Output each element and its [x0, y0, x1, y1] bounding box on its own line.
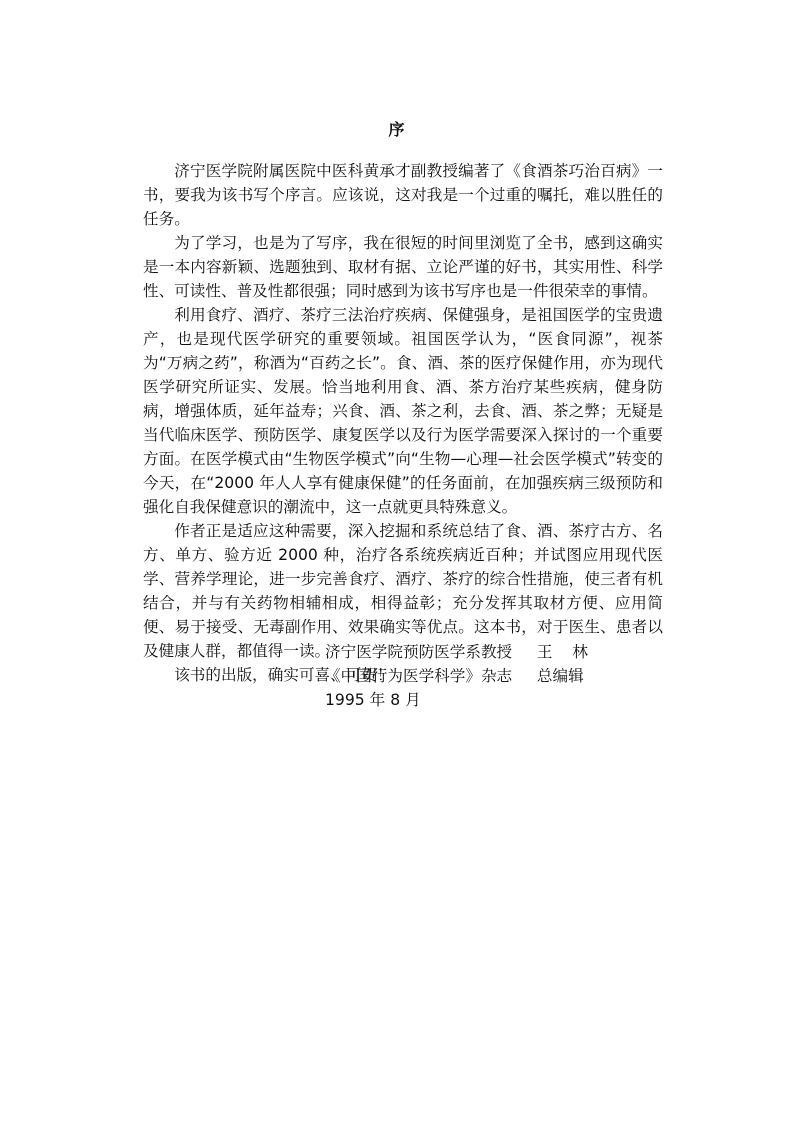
- paragraph-1: 济宁医学院附属医院中医科黄承才副教授编著了《食酒茶巧治百病》一书，要我为该书写个序言。应该说，这对我是一个过重的嘱托，难以胜任的任务。: [143, 162, 663, 228]
- paragraph-4: 作者正是适应这种需要，深入挖掘和系统总结了食、酒、茶疗古方、名方、单方、验方近 2000 种，治疗各系统疾病近百种；并试图应用现代医学、营养学理论，进一步完善食疗、酒疗、茶疗的综合性措施，使三者有机结合，并与有关药物相辅相成，相得益彰；充分发挥其取材方便、应用简便、易于接受、无毒副作用、效果确实等优点。这本书，对于医生、患者以及健康人群，都值得一读。: [143, 522, 663, 660]
- paragraph-2: 为了学习，也是为了写序，我在很短的时间里浏览了全书，感到这确实是一本内容新颖、选题独到、取材有据、立论严谨的好书，其实用性、科学性、可读性、普及性都很强；同时感到为该书写序也是一件很荣幸的事情。: [143, 234, 663, 300]
- preface-body: [143, 159, 663, 687]
- paragraph-5: 该书的出版，确实可喜、可贺！: [174, 666, 393, 684]
- paragraph-3: 利用食疗、酒疗、茶疗三法治疗疾病、保健强身，是祖国医学的宝贵遗产，也是现代医学研究的重要领域。祖国医学认为，“医食同源”，视茶为“万病之药”，称酒为“百药之长”。食、酒、茶的医疗保健作用，亦为现代医学研究所证实、发展。恰当地利用食、酒、茶方治疗某些疾病，健身防病，增强体质，延年益寿；兴食、酒、茶之利，去食、酒、茶之弊；无疑是当代临床医学、预防医学、康复医学以及行为医学需要深入探讨的一个重要方面。在医学模式由“生物医学模式”向“生物—心理—社会医学模式”转变的今天，在“2000 年人人享有健康保健”的任务面前，在加强疾病三级预防和强化自我保健意识的潮流中，这一点就更具特殊意义。: [143, 306, 663, 516]
- author-affiliation: 济宁医学院预防医学系教授 王 林: [325, 643, 588, 661]
- page-title: 序: [388, 120, 406, 139]
- signature-block: [325, 640, 685, 712]
- signature-date: 1995 年 8 月: [325, 691, 421, 709]
- author-journal-role: 《中国行为医学科学》杂志 总编辑: [325, 667, 584, 685]
